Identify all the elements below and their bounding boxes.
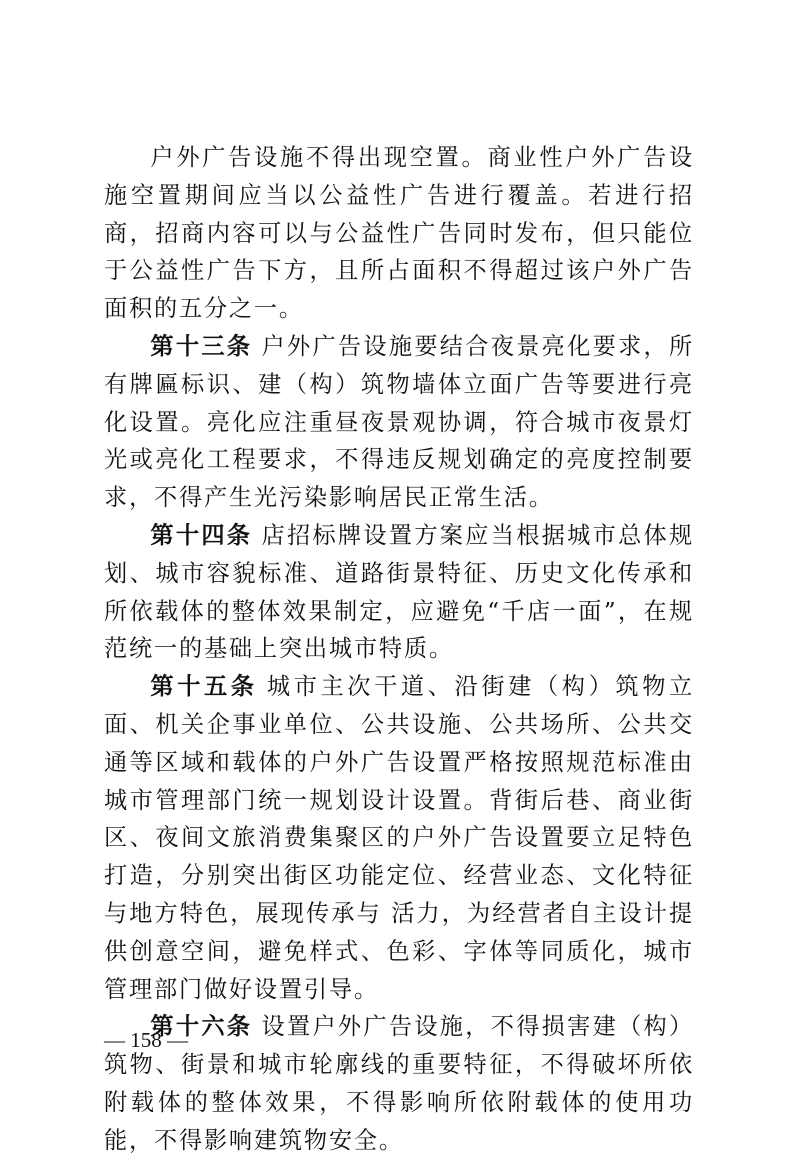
paragraph-text: 户外广告设施不得出现空置。商业性户外广告设施空置期间应当以公益性广告进行覆盖。若进行招商，招商内容可以与公益性广告同时发布，但只能位于公益性广告下方，且所占面积不得超过该户外广告面积的五分之一。	[104, 144, 694, 323]
regulation-text	[104, 139, 694, 1160]
article-text: 城市主次干道、沿街建（构）筑物立面、机关企事业单位、公共设施、公共场所、公共交通等区域和载体的户外广告设置严格按照规范标准由城市管理部门统一规划设计设置。背街后巷、商业街区、夜间文旅消费集聚区的户外广告设置要立足特色打造，分别突出街区功能定位、经营业态、文化特征与地方特色，展现传承与 活力，为经营者自主设计提供创意空间，避免样式、色彩、字体等同质化，城市管理部门做好设置引导。	[104, 673, 694, 1003]
article-number: 第十三条	[150, 332, 253, 360]
article-number: 第十四条	[150, 521, 253, 549]
article-text: 店招标牌设置方案应当根据城市总体规划、城市容貌标准、道路街景特征、历史文化传承和所依载体的整体效果制定，应避免“千店一面”，在规范统一的基础上突出城市特质。	[104, 521, 694, 663]
article-16	[104, 1008, 694, 1159]
article-13	[104, 328, 694, 517]
article-number: 第十六条	[150, 1013, 253, 1041]
paragraph-vacancy-rules	[104, 139, 694, 328]
page-number: — 158 —	[104, 1028, 188, 1052]
article-number: 第十五条	[150, 673, 258, 701]
article-text: 户外广告设施要结合夜景亮化要求，所有牌匾标识、建（构）筑物墙体立面广告等要进行亮化设置。亮化应注重昼夜景观协调，符合城市夜景灯光或亮化工程要求，不得违反规划确定的亮度控制要求，不得产生光污染影响居民正常生活。	[104, 332, 694, 512]
article-14	[104, 517, 694, 668]
article-text: 设置户外广告设施，不得损害建（构）筑物、街景和城市轮廓线的重要特征，不得破坏所依附载体的整体效果，不得影响所依附载体的使用功能，不得影响建筑物安全。	[104, 1013, 694, 1154]
article-15	[104, 668, 694, 1008]
